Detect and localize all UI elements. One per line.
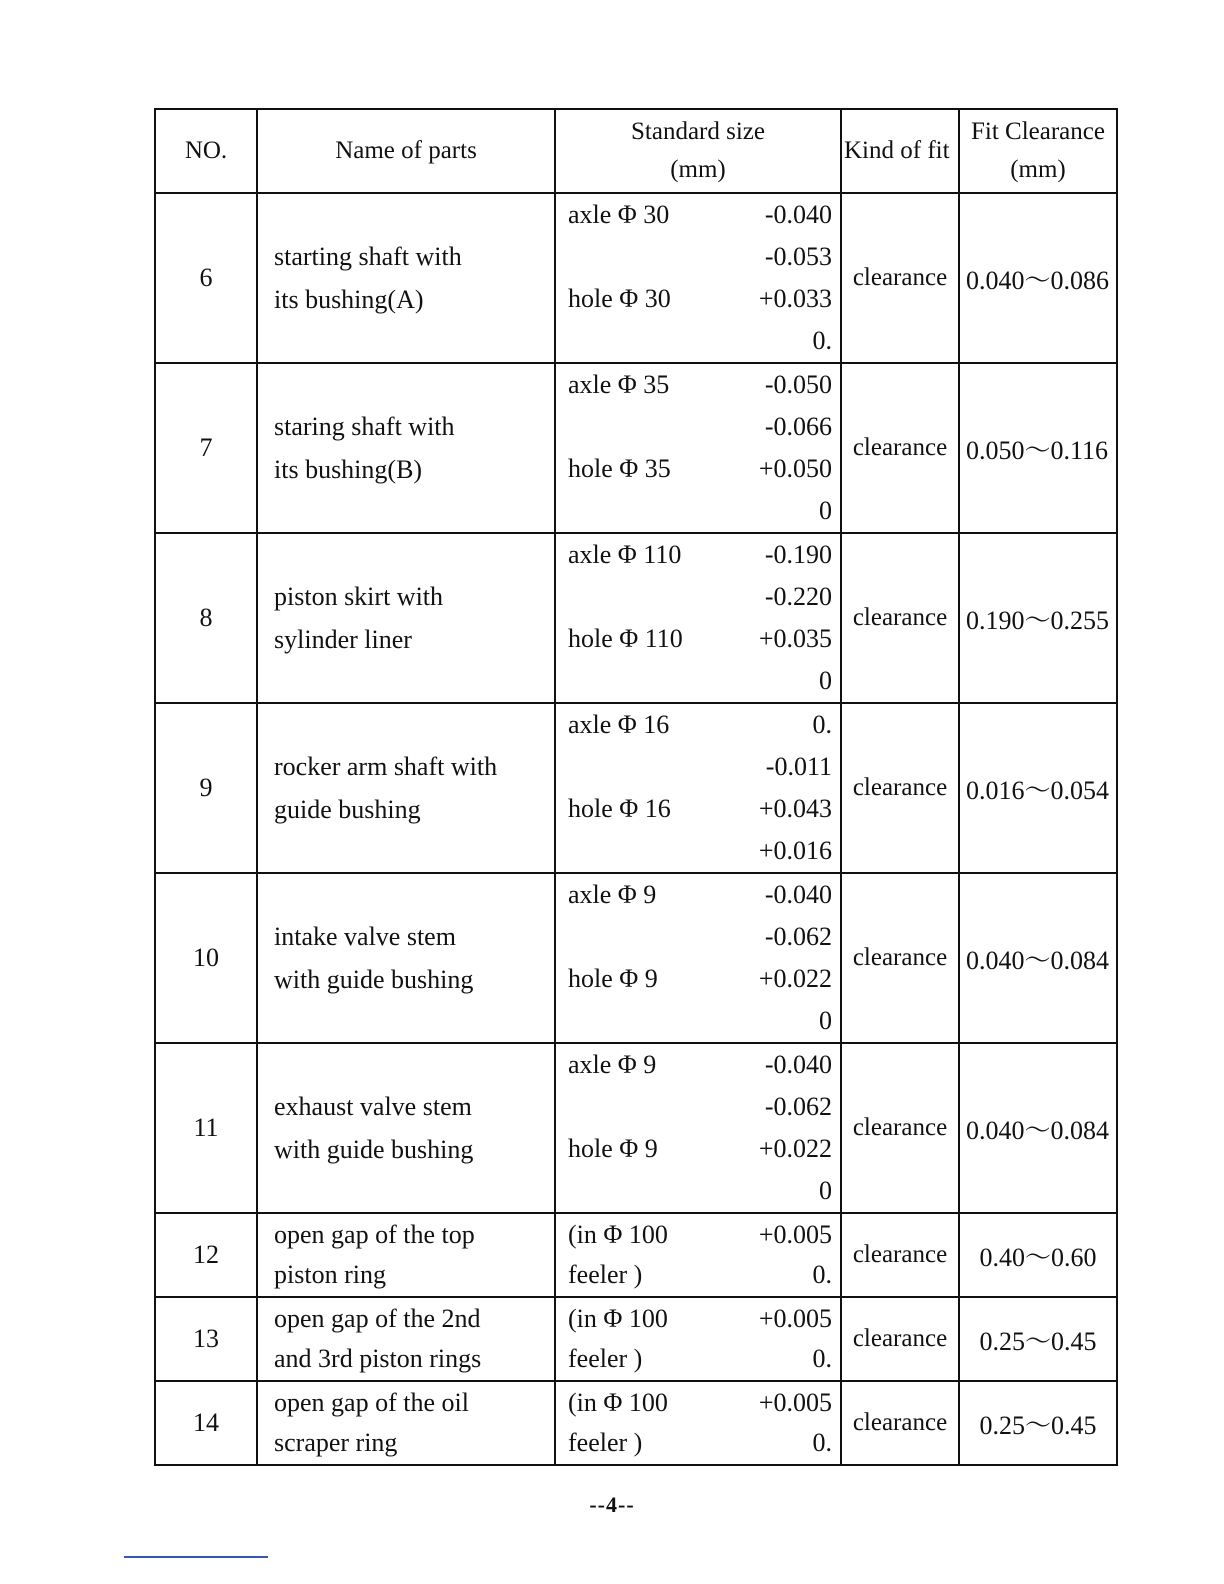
size-line bbox=[568, 1255, 832, 1295]
size-label: axle Φ 16 bbox=[568, 710, 670, 739]
cell-no: 10 bbox=[155, 873, 257, 1043]
size-tolerance: -0.062 bbox=[764, 1092, 832, 1121]
cell-standard-size bbox=[555, 1297, 841, 1381]
cell-standard-size bbox=[555, 873, 841, 1043]
size-line bbox=[568, 704, 832, 746]
cell-kind-of-fit: clearance bbox=[841, 1381, 959, 1465]
size-line bbox=[568, 830, 832, 872]
size-line bbox=[568, 1170, 832, 1212]
cell-part-name bbox=[257, 1043, 555, 1213]
cell-no: 6 bbox=[155, 193, 257, 363]
table-row bbox=[155, 1297, 1117, 1381]
cell-no: 12 bbox=[155, 1213, 257, 1297]
size-label: (in Φ 100 bbox=[568, 1304, 668, 1333]
size-label: axle Φ 30 bbox=[568, 200, 670, 229]
part-name-line: piston ring bbox=[274, 1260, 386, 1289]
cell-part-name bbox=[257, 193, 555, 363]
size-tolerance: -0.050 bbox=[764, 370, 832, 399]
table-row bbox=[155, 703, 1117, 873]
header-clear-line2: (mm) bbox=[1010, 156, 1066, 183]
cell-no: 7 bbox=[155, 363, 257, 533]
size-tolerance: -0.220 bbox=[764, 582, 832, 611]
cell-standard-size bbox=[555, 193, 841, 363]
header-size-line2: (mm) bbox=[670, 156, 726, 183]
size-line bbox=[568, 1000, 832, 1042]
size-tolerance: -0.062 bbox=[764, 922, 832, 951]
header-standard-size bbox=[555, 109, 841, 193]
size-line bbox=[568, 746, 832, 788]
size-tolerance: -0.190 bbox=[764, 540, 832, 569]
cell-kind-of-fit: clearance bbox=[841, 1213, 959, 1297]
part-name-line: open gap of the top bbox=[274, 1220, 475, 1249]
cell-kind-of-fit: clearance bbox=[841, 1297, 959, 1381]
size-tolerance: 0 bbox=[819, 496, 832, 525]
size-tolerance: -0.053 bbox=[764, 242, 832, 271]
header-clear-line1: Fit Clearance bbox=[971, 118, 1105, 145]
size-line bbox=[568, 278, 832, 320]
table-row bbox=[155, 533, 1117, 703]
size-line bbox=[568, 320, 832, 362]
size-line bbox=[568, 236, 832, 278]
cell-fit-clearance: 0.016～0.054 bbox=[959, 703, 1117, 873]
size-tolerance: 0 bbox=[819, 1006, 832, 1035]
size-tolerance: 0. bbox=[812, 1260, 832, 1289]
part-name-line: with guide bushing bbox=[274, 1135, 474, 1164]
header-size-line1: Standard size bbox=[631, 118, 765, 145]
size-line bbox=[568, 490, 832, 532]
size-line bbox=[568, 1215, 832, 1255]
table-body bbox=[155, 193, 1117, 1465]
size-tolerance: +0.016 bbox=[758, 836, 832, 865]
cell-part-name bbox=[257, 533, 555, 703]
header-no: NO. bbox=[155, 109, 257, 193]
size-tolerance: 0. bbox=[812, 1344, 832, 1373]
size-tolerance: +0.022 bbox=[758, 1134, 832, 1163]
table-row bbox=[155, 1381, 1117, 1465]
cell-part-name bbox=[257, 703, 555, 873]
table-row bbox=[155, 363, 1117, 533]
part-name-line: open gap of the 2nd bbox=[274, 1304, 481, 1333]
table-row bbox=[155, 1213, 1117, 1297]
cell-standard-size bbox=[555, 363, 841, 533]
size-line bbox=[568, 1086, 832, 1128]
size-tolerance: +0.033 bbox=[758, 284, 832, 313]
cell-standard-size bbox=[555, 533, 841, 703]
size-line bbox=[568, 194, 832, 236]
size-tolerance: -0.040 bbox=[764, 200, 832, 229]
size-line bbox=[568, 534, 832, 576]
part-name-line: rocker arm shaft with bbox=[274, 752, 498, 781]
size-label: feeler ) bbox=[568, 1344, 643, 1373]
part-name-line: open gap of the oil bbox=[274, 1388, 469, 1417]
part-name-line: piston skirt with bbox=[274, 582, 444, 611]
header-fit-clearance bbox=[959, 109, 1117, 193]
size-line bbox=[568, 916, 832, 958]
cell-fit-clearance: 0.040～0.086 bbox=[959, 193, 1117, 363]
size-line bbox=[568, 788, 832, 830]
cell-fit-clearance: 0.25～0.45 bbox=[959, 1381, 1117, 1465]
cell-fit-clearance: 0.190～0.255 bbox=[959, 533, 1117, 703]
size-line bbox=[568, 576, 832, 618]
size-tolerance: +0.022 bbox=[758, 964, 832, 993]
cell-part-name bbox=[257, 363, 555, 533]
cell-kind-of-fit: clearance bbox=[841, 533, 959, 703]
cell-kind-of-fit: clearance bbox=[841, 1043, 959, 1213]
cell-kind-of-fit: clearance bbox=[841, 363, 959, 533]
cell-part-name bbox=[257, 1381, 555, 1465]
footnote-rule bbox=[124, 1556, 268, 1558]
part-name-line: its bushing(B) bbox=[274, 455, 423, 484]
cell-standard-size bbox=[555, 1043, 841, 1213]
size-label: (in Φ 100 bbox=[568, 1220, 668, 1249]
cell-kind-of-fit: clearance bbox=[841, 873, 959, 1043]
size-line bbox=[568, 1128, 832, 1170]
size-tolerance: 0 bbox=[819, 1176, 832, 1205]
size-tolerance: 0. bbox=[812, 1428, 832, 1457]
size-label: hole Φ 35 bbox=[568, 454, 671, 483]
size-tolerance: -0.011 bbox=[765, 752, 832, 781]
part-name-line: exhaust valve stem bbox=[274, 1092, 472, 1121]
size-tolerance: -0.040 bbox=[764, 880, 832, 909]
size-tolerance: +0.050 bbox=[758, 454, 832, 483]
size-line bbox=[568, 874, 832, 916]
table-row bbox=[155, 873, 1117, 1043]
cell-fit-clearance: 0.040～0.084 bbox=[959, 1043, 1117, 1213]
size-line bbox=[568, 1299, 832, 1339]
size-tolerance: +0.043 bbox=[758, 794, 832, 823]
size-tolerance: +0.035 bbox=[758, 624, 832, 653]
size-line bbox=[568, 958, 832, 1000]
cell-no: 13 bbox=[155, 1297, 257, 1381]
size-tolerance: +0.005 bbox=[758, 1304, 832, 1333]
cell-kind-of-fit: clearance bbox=[841, 703, 959, 873]
cell-fit-clearance: 0.40～0.60 bbox=[959, 1213, 1117, 1297]
cell-standard-size bbox=[555, 1381, 841, 1465]
size-label: hole Φ 16 bbox=[568, 794, 671, 823]
cell-part-name bbox=[257, 873, 555, 1043]
cell-fit-clearance: 0.050～0.116 bbox=[959, 363, 1117, 533]
cell-part-name bbox=[257, 1213, 555, 1297]
size-line bbox=[568, 1383, 832, 1423]
size-tolerance: 0. bbox=[812, 326, 832, 355]
size-label: hole Φ 9 bbox=[568, 964, 658, 993]
size-line bbox=[568, 406, 832, 448]
part-name-line: scraper ring bbox=[274, 1428, 398, 1457]
size-tolerance: 0. bbox=[812, 710, 832, 739]
part-name-line: guide bushing bbox=[274, 795, 421, 824]
size-label: (in Φ 100 bbox=[568, 1388, 668, 1417]
cell-standard-size bbox=[555, 703, 841, 873]
part-name-line: with guide bushing bbox=[274, 965, 474, 994]
size-tolerance: -0.066 bbox=[764, 412, 832, 441]
size-tolerance: 0 bbox=[819, 666, 832, 695]
header-name: Name of parts bbox=[257, 109, 555, 193]
size-line bbox=[568, 448, 832, 490]
cell-no: 9 bbox=[155, 703, 257, 873]
size-label: hole Φ 9 bbox=[568, 1134, 658, 1163]
part-name-line: sylinder liner bbox=[274, 625, 412, 654]
size-tolerance: +0.005 bbox=[758, 1388, 832, 1417]
part-name-line: staring shaft with bbox=[274, 412, 455, 441]
size-label: feeler ) bbox=[568, 1428, 643, 1457]
cell-kind-of-fit: clearance bbox=[841, 193, 959, 363]
page-number: --4-- bbox=[589, 1492, 635, 1517]
fit-clearance-table bbox=[154, 108, 1118, 1466]
size-line bbox=[568, 618, 832, 660]
cell-no: 11 bbox=[155, 1043, 257, 1213]
cell-no: 8 bbox=[155, 533, 257, 703]
size-line bbox=[568, 364, 832, 406]
size-tolerance: -0.040 bbox=[764, 1050, 832, 1079]
part-name-line: its bushing(A) bbox=[274, 285, 424, 314]
size-tolerance: +0.005 bbox=[758, 1220, 832, 1249]
table-header-row bbox=[155, 109, 1117, 193]
table-row bbox=[155, 1043, 1117, 1213]
size-line bbox=[568, 660, 832, 702]
table-row bbox=[155, 193, 1117, 363]
size-line bbox=[568, 1423, 832, 1463]
part-name-line: and 3rd piston rings bbox=[274, 1344, 482, 1373]
size-label: hole Φ 30 bbox=[568, 284, 671, 313]
cell-fit-clearance: 0.040～0.084 bbox=[959, 873, 1117, 1043]
size-line bbox=[568, 1339, 832, 1379]
size-label: feeler ) bbox=[568, 1260, 643, 1289]
cell-standard-size bbox=[555, 1213, 841, 1297]
size-label: axle Φ 110 bbox=[568, 540, 682, 569]
cell-no: 14 bbox=[155, 1381, 257, 1465]
cell-part-name bbox=[257, 1297, 555, 1381]
size-label: hole Φ 110 bbox=[568, 624, 683, 653]
cell-fit-clearance: 0.25～0.45 bbox=[959, 1297, 1117, 1381]
size-line bbox=[568, 1044, 832, 1086]
size-label: axle Φ 35 bbox=[568, 370, 670, 399]
size-label: axle Φ 9 bbox=[568, 1050, 657, 1079]
part-name-line: intake valve stem bbox=[274, 922, 456, 951]
header-kind-of-fit: Kind of fit bbox=[841, 109, 959, 193]
size-label: axle Φ 9 bbox=[568, 880, 657, 909]
part-name-line: starting shaft with bbox=[274, 242, 462, 271]
